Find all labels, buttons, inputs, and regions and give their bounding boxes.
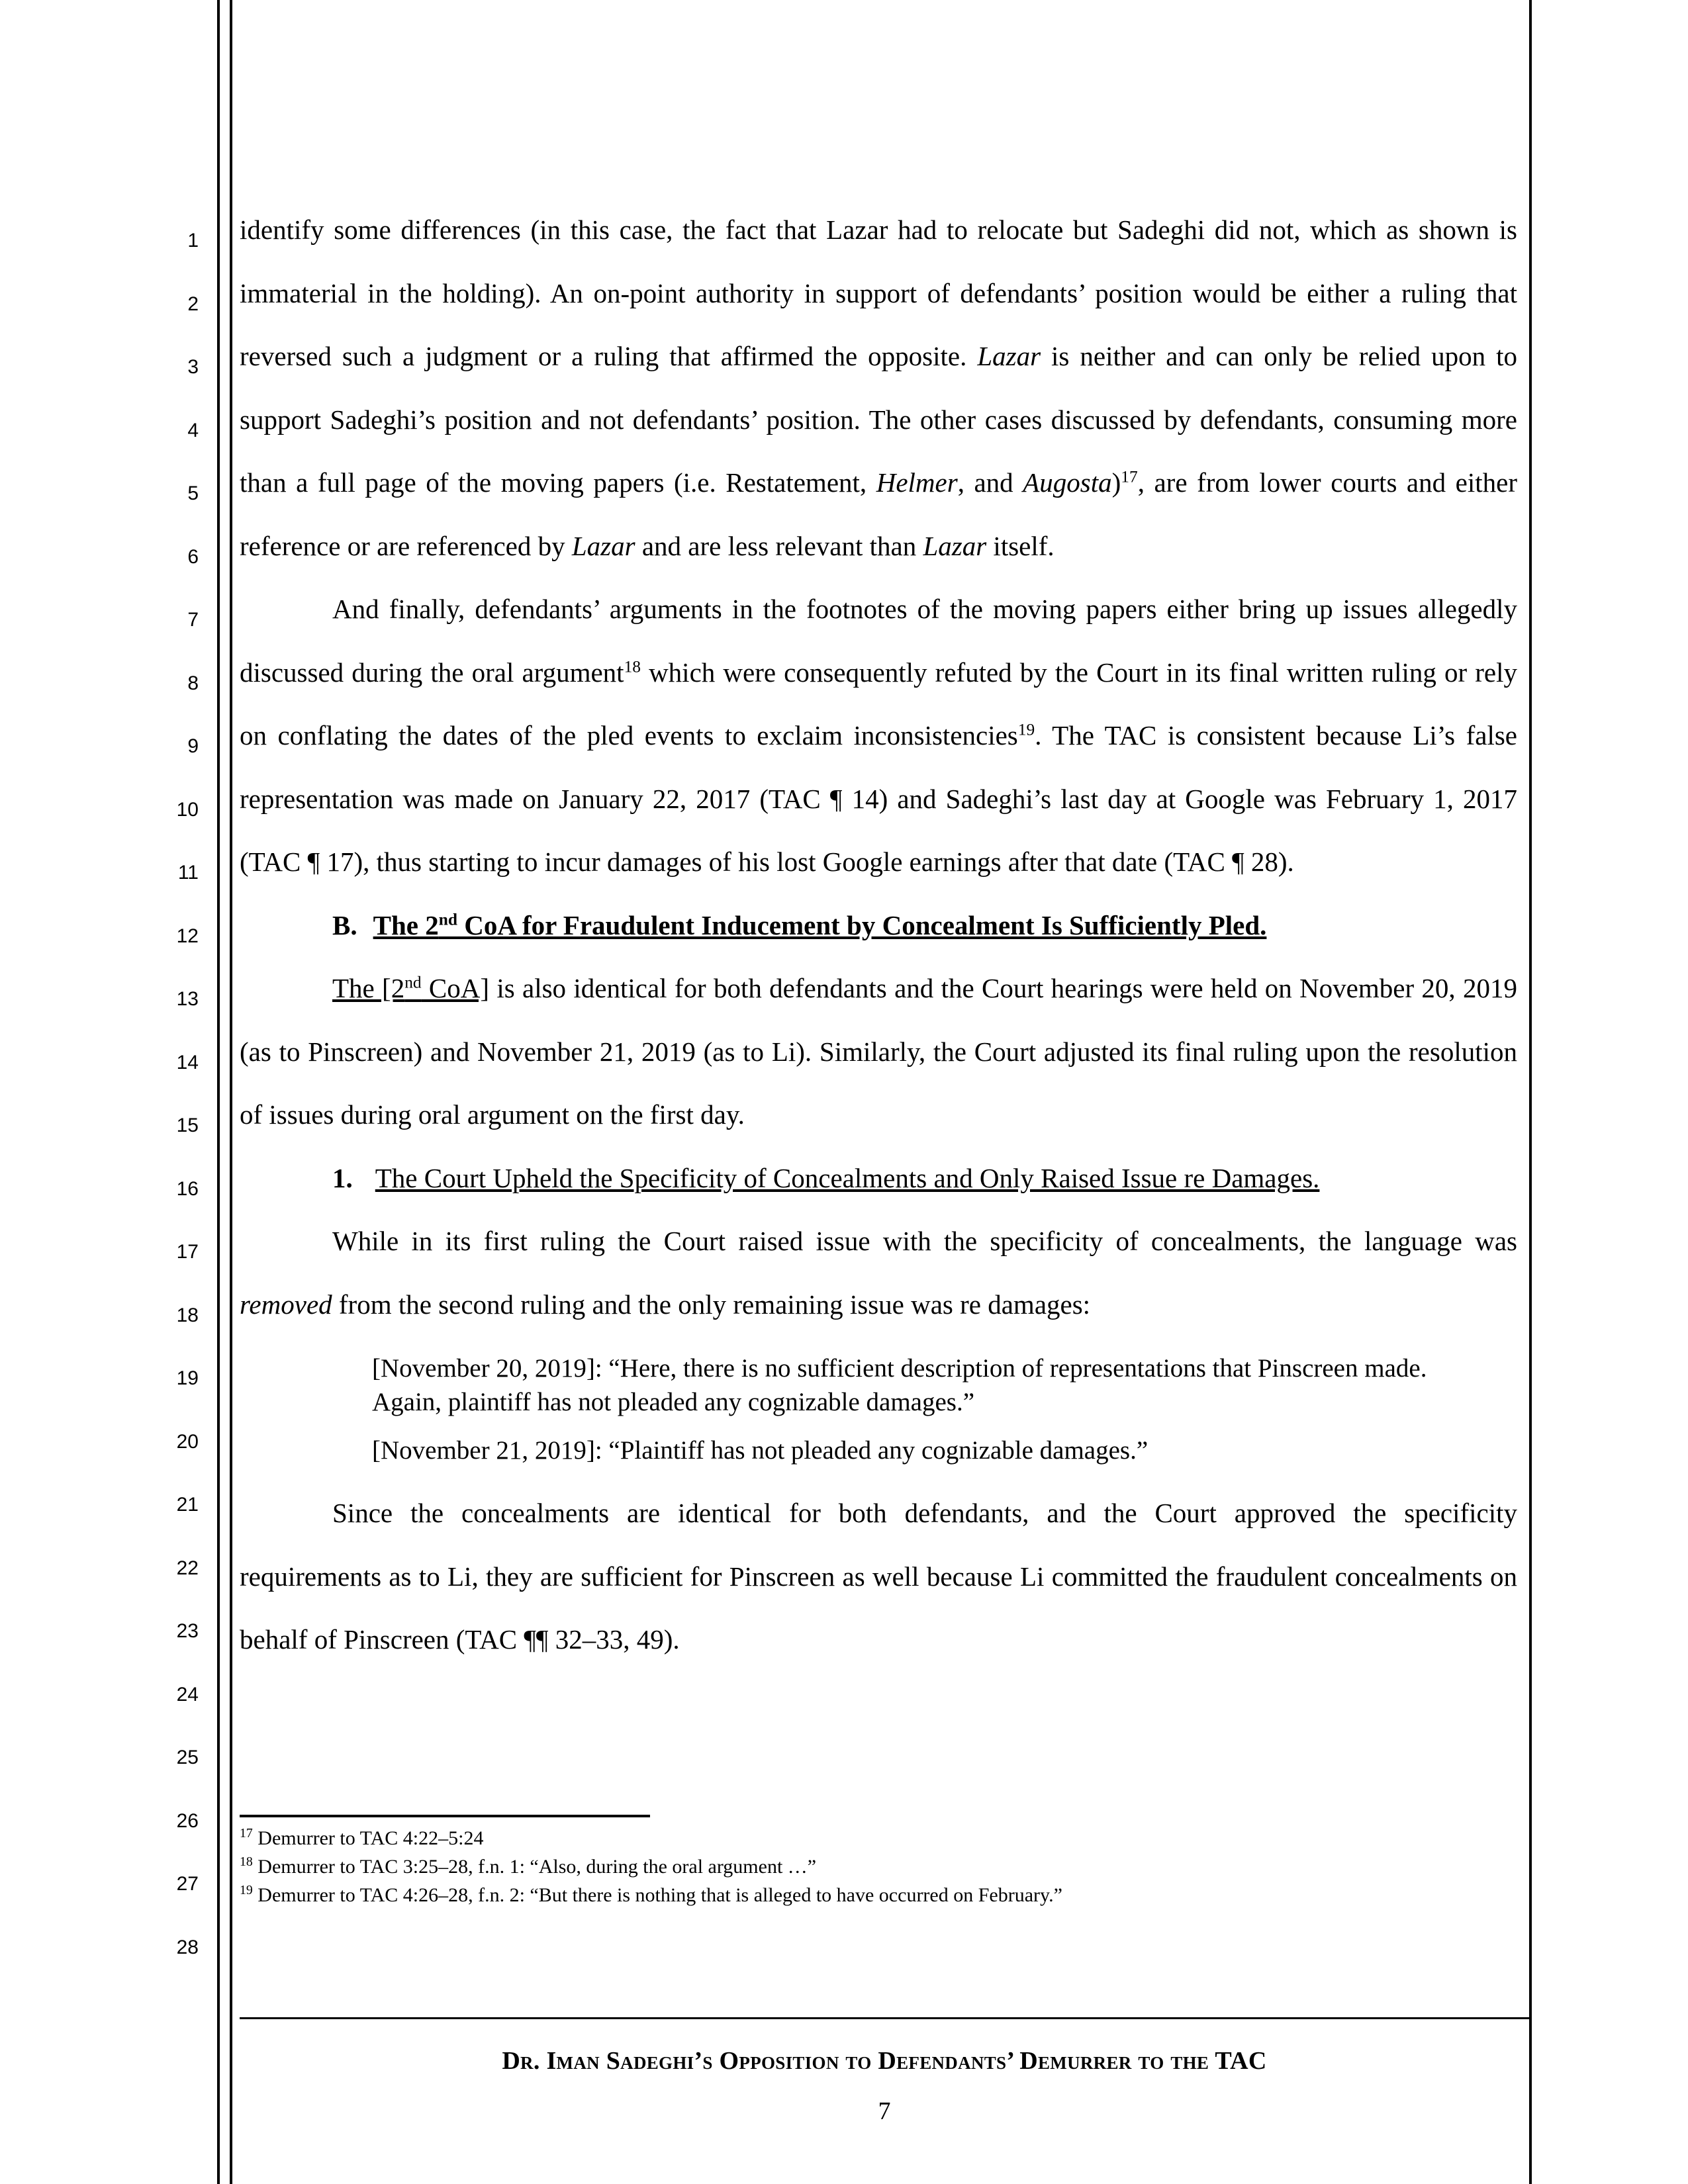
heading-b-label: B. xyxy=(332,909,357,940)
line-number: 26 xyxy=(176,1809,199,1832)
footnote-text: Demurrer to TAC 4:22–5:24 xyxy=(258,1827,484,1849)
line-number: 13 xyxy=(176,988,199,1010)
text-segment: CoA] xyxy=(421,973,490,1003)
footnote-text: Demurrer to TAC 4:26–28, f.n. 2: “But there is nothing that is alleged to have occurred on February.” xyxy=(258,1884,1062,1906)
text-segment: itself. xyxy=(986,530,1055,561)
line-number: 18 xyxy=(176,1304,199,1326)
heading-b-text-pre: The 2 xyxy=(373,909,439,940)
footnote-ref-17[interactable]: 17 xyxy=(1121,467,1138,486)
blockquote-november-20: [November 20, 2019]: “Here, there is no sufficient description of representations that Pinscreen made. Again, plaintiff has not pleaded any cognizable damages.” xyxy=(372,1354,1427,1416)
paragraph-second-coa xyxy=(240,957,1517,1147)
line-number: 27 xyxy=(176,1873,199,1895)
emphasis-removed: removed xyxy=(240,1289,332,1320)
paragraph-continued xyxy=(240,199,1517,578)
case-name-lazar: Lazar xyxy=(977,341,1041,371)
coa-reference xyxy=(332,973,489,1003)
line-number: 15 xyxy=(176,1115,199,1136)
line-number: 5 xyxy=(187,482,199,504)
line-number: 10 xyxy=(176,798,199,821)
footnote-marker: 18 xyxy=(240,1854,253,1869)
line-number: 19 xyxy=(176,1367,199,1389)
line-number: 6 xyxy=(187,545,199,568)
line-number: 23 xyxy=(176,1620,199,1642)
line-number: 7 xyxy=(187,609,199,631)
line-number: 24 xyxy=(176,1683,199,1706)
line-number: 3 xyxy=(187,356,199,378)
line-number: 12 xyxy=(176,925,199,947)
footnote-marker: 17 xyxy=(240,1826,253,1841)
paragraph-concealments-conclusion: Since the concealments are identical for both defendants, and the Court approved the specificity requirements as to Li, they are sufficient for Pinscreen as well because Li committed the fraudulent concealments on behalf of Pinscreen (TAC ¶¶ 32–33, 49). xyxy=(240,1498,1517,1655)
line-number: 25 xyxy=(176,1747,199,1768)
line-number: 21 xyxy=(176,1494,199,1516)
text-segment: , are from lower courts and either reference or are referenced by xyxy=(240,467,1518,561)
heading-1 xyxy=(240,1147,1517,1210)
heading-b xyxy=(240,894,1517,958)
text-segment: which were consequently refuted by the Court in its final written ruling or rely on conflating the dates of the pled events to exclaim inconsistencies xyxy=(240,657,1517,751)
footnote-separator-rule xyxy=(240,1815,650,1817)
text-segment: And finally, defendants’ arguments in the footnotes of the moving papers either bring up issues allegedly discussed during the oral argument xyxy=(240,594,1517,688)
heading-1-number: 1. xyxy=(332,1162,353,1193)
footer-separator-rule xyxy=(240,2017,1529,2019)
line-number: 28 xyxy=(176,1936,199,1958)
text-segment: While in its first ruling the Court raised issue with the specificity of concealments, the language was xyxy=(332,1226,1517,1256)
case-name-helmer: Helmer xyxy=(876,467,958,498)
paragraph-footnote-arguments xyxy=(240,578,1517,894)
case-name-augosta: Augosta xyxy=(1023,467,1112,498)
text-segment: from the second ruling and the only remaining issue was re damages: xyxy=(332,1289,1091,1320)
line-number: 2 xyxy=(187,293,199,315)
line-number-gutter xyxy=(119,209,199,1979)
footnote-marker: 19 xyxy=(240,1883,253,1897)
heading-b-text-post: CoA for Fraudulent Inducement by Concealment Is Sufficiently Pled. xyxy=(457,909,1267,940)
left-inner-margin-rule xyxy=(230,0,232,2184)
paragraph-first-ruling xyxy=(240,1210,1517,1336)
line-number: 1 xyxy=(187,230,199,251)
blockquote-november-21: [November 21, 2019]: “Plaintiff has not pleaded any cognizable damages.” xyxy=(372,1436,1149,1465)
right-margin-rule xyxy=(1529,0,1532,2184)
text-segment: . The TAC is consistent because Li’s false representation was made on January 22, 2017 (TAC ¶ 14) and Sadeghi’s last day at Google was February 1, 2017 (TAC ¶ 17), thus starting to incur damages of his lost Google earnings after that date (TAC ¶ 28). xyxy=(240,720,1517,877)
footnote-item xyxy=(240,1824,1517,1852)
case-name-lazar: Lazar xyxy=(923,530,987,561)
footnote-ref-19[interactable]: 19 xyxy=(1017,720,1035,739)
line-number: 22 xyxy=(176,1557,199,1579)
ordinal-suffix: nd xyxy=(404,973,422,992)
ordinal-suffix: nd xyxy=(438,909,457,929)
footnote-text: Demurrer to TAC 3:25–28, f.n. 1: “Also, during the oral argument …” xyxy=(258,1856,817,1878)
heading-1-text: The Court Upheld the Specificity of Concealments and Only Raised Issue re Damages. xyxy=(375,1162,1320,1193)
line-number: 17 xyxy=(176,1241,199,1263)
case-name-lazar: Lazar xyxy=(571,530,635,561)
footnote-item xyxy=(240,1881,1517,1909)
line-number: 4 xyxy=(187,419,199,441)
body-text-column xyxy=(240,199,1517,1672)
footnote-item xyxy=(240,1852,1517,1881)
line-number: 11 xyxy=(177,862,199,884)
page-number: 7 xyxy=(878,2097,891,2125)
text-segment: identify some differences (in this case, the fact that Lazar had to relocate but Sadeghi did not, which as shown is immaterial in the holding). An on-point authority in support of defendants’ position would be either a ruling that reversed such a judgment or a ruling that affirmed the opposite. xyxy=(240,214,1517,371)
left-outer-margin-rule xyxy=(217,0,220,2184)
line-number: 9 xyxy=(187,735,199,757)
text-segment: The [2 xyxy=(332,973,405,1003)
footer-title: Dr. Iman Sadeghi’s Opposition to Defendants’ Demurrer to the TAC xyxy=(502,2047,1267,2075)
text-segment: is neither and can only be relied upon to support Sadeghi’s position and not defendants’ position. The other cases discussed by defendants, consuming more than a full page of the moving papers (i.e. Restatement, xyxy=(240,341,1517,498)
footnote-block xyxy=(240,1815,1517,1909)
line-number: 16 xyxy=(176,1177,199,1200)
text-segment: ) xyxy=(1111,467,1121,498)
text-segment: , and xyxy=(957,467,1023,498)
line-number: 20 xyxy=(176,1430,199,1453)
text-segment: is also identical for both defendants and the Court hearings were held on November 20, 2019 (as to Pinscreen) and November 21, 2019 (as to Li). Similarly, the Court adjusted its final ruling upon the resolution of issues during oral argument on the first day. xyxy=(240,973,1517,1130)
line-number: 8 xyxy=(187,672,199,694)
footnote-ref-18[interactable]: 18 xyxy=(624,657,641,676)
text-segment: and are less relevant than xyxy=(635,530,923,561)
heading-b-text xyxy=(373,910,1267,940)
line-number: 14 xyxy=(176,1051,199,1073)
